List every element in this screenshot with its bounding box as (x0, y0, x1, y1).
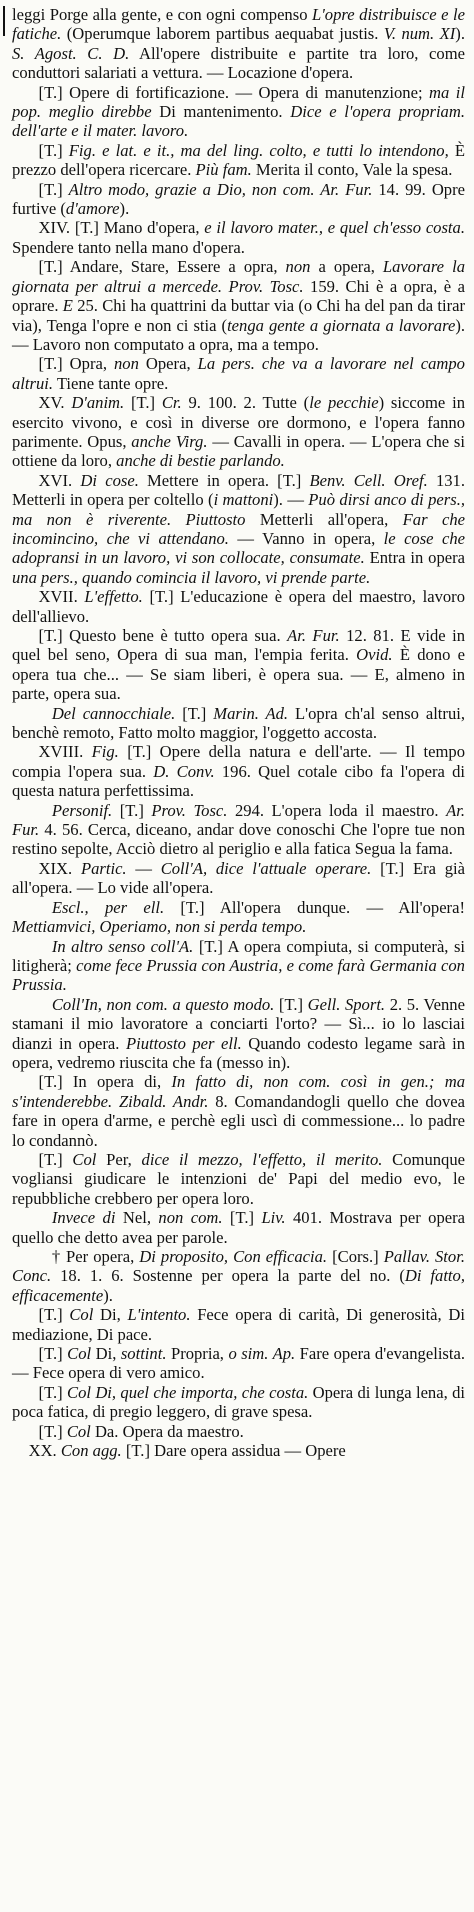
italic-run: Di fatto, efficacemente (12, 1266, 465, 1305)
text-run: † Per opera, (51, 1247, 140, 1266)
text-run: Entra in opera (364, 548, 466, 568)
text-run: Da. Opera da maestro. (90, 1421, 244, 1441)
text-run: Opera di lunga lena, di poca fatica, di pregio leggero, di grave spesa. (12, 1382, 465, 1422)
text-run: [T.] Era già all'opera. — Lo vide all'opera. (12, 858, 465, 898)
italic-run: Pallav. Stor. Conc. (12, 1247, 465, 1286)
italic-run: V. num. XI (383, 24, 456, 44)
text-run: ). (119, 199, 130, 219)
text-run: — Vanno in opera, (228, 528, 384, 548)
paragraph (12, 1305, 465, 1344)
italic-run: Ar. Fur. (12, 800, 466, 840)
italic-run: Coll'In, non com. a questo modo. (51, 994, 275, 1014)
italic-run: dice il mezzo, l'effetto, il merito. (141, 1149, 383, 1169)
italic-run: anche Virg. (131, 431, 208, 451)
italic-run: una pers., quando comincia il lavoro, vi prende parte. (12, 567, 371, 587)
text-run: Mettere in opera. [T.] (138, 470, 310, 490)
italic-run: E (62, 296, 73, 316)
text-run: Quando codesto legame sarà in opera, vedremo riuscita che fa (messo in). (12, 1033, 465, 1072)
text-run: [T.] Opere di fortificazione. — Opera di manutenzione; (38, 82, 430, 102)
text-run: [T.] Andare, Stare, Essere a opra, (38, 257, 286, 277)
italic-run: Col (72, 1149, 97, 1169)
text-run: [T.] (38, 1382, 67, 1402)
italic-run: Escl., per ell. (51, 897, 165, 917)
italic-run: Fig. (91, 742, 119, 762)
text-run: Opera, (138, 354, 198, 374)
paragraph (12, 801, 465, 859)
italic-run: tenga gente a giornata a lavorare (227, 315, 456, 335)
italic-run: non com. (158, 1208, 223, 1228)
italic-run: Invece di (51, 1208, 116, 1228)
text-run: [T.] L'educazione è opera del maestro, lavoro dell'allievo. (12, 587, 465, 626)
text-run: [T.] Dare opera assidua — Opere (121, 1441, 346, 1461)
text-run: 14. 99. Opre furtive ( (12, 179, 465, 219)
text-run: [T.] (38, 1421, 67, 1441)
text-run: [Cors.] (327, 1247, 384, 1266)
paragraph (12, 141, 465, 180)
text-run: Nel, (115, 1208, 159, 1228)
paragraph (12, 937, 465, 995)
italic-run: Cr. (161, 393, 182, 413)
italic-run: In fatto di, non com. così in gen.; ma s'intenderebbe. Zibald. Andr. (12, 1072, 465, 1111)
text-run: [T.] A opera compiuta, si computerà, si litigherà; (12, 936, 466, 975)
italic-run: Piuttosto per ell. (125, 1033, 242, 1053)
text-run: 9. 100. 2. Tutte ( (181, 393, 310, 413)
text-run: Di, (91, 1344, 121, 1364)
italic-run: Col (67, 1344, 92, 1364)
italic-run: non (114, 354, 139, 374)
text-run: XVIII. (38, 742, 92, 762)
paragraph (12, 180, 465, 219)
italic-run: Partic. (80, 858, 127, 878)
text-run: [T.] (274, 994, 308, 1014)
text-run: 12. 81. E vide in quel bel seno, Opera di sua man, l'empia ferita. (12, 626, 466, 665)
text-run: ) siccome in esercito vivono, e così in diverse ore dormono, e l'opera fanno parimente. Opus, (12, 393, 465, 451)
text-run: Metterli all'opera, (245, 509, 403, 529)
paragraph (12, 742, 465, 800)
text-run: ). (103, 1285, 113, 1305)
italic-run: Liv. (261, 1208, 286, 1228)
paragraph (12, 1208, 465, 1247)
text-run: [T.] (38, 1149, 73, 1169)
text-run: [T.] Opere della natura e dell'arte. — Il tempo compia l'opera sua. (12, 742, 465, 781)
text-run: Di, (93, 1305, 128, 1325)
italic-run: Di cose. (80, 470, 139, 490)
text-run: L'opra ch'al senso altrui, benchè remoto, Fatto molto maggior, l'oggetto accosta. (12, 703, 465, 743)
italic-run: Altro modo, grazie a Dio, non com. Ar. Fur. (68, 179, 373, 199)
italic-run: Del cannocchiale. (51, 703, 176, 723)
italic-run: i mattoni (213, 490, 274, 510)
italic-run: Col (69, 1305, 94, 1325)
italic-run: Benv. Cell. Oref. (309, 470, 428, 490)
paragraph (12, 704, 465, 743)
italic-run: non (285, 257, 311, 277)
italic-run: Col (66, 1421, 91, 1441)
text-run: XVI. (38, 470, 81, 490)
paragraph (12, 393, 465, 471)
paragraph (12, 1344, 465, 1383)
text-run: leggi Porge alla gente, e con ogni compenso (12, 5, 313, 24)
text-run: XIV. [T.] Mano d'opera, (38, 218, 205, 238)
text-run: 159. Chi è a opra, è a oprare. (12, 276, 465, 316)
paragraph (12, 1150, 465, 1208)
text-run: [T.] All'opera dunque. — All'opera! (164, 897, 465, 917)
italic-run: sottint. (120, 1344, 167, 1364)
text-run: 25. Chi ha quattrini da buttar via (o Chi ha del pan da tirar via), Tenga l'opre e non ci stia ( (12, 296, 465, 335)
text-run: — Cavalli in opera. — L'opera che si ottiene da loro, (12, 431, 465, 471)
text-run: 2. 5. Venne stamani il mio lavoratore a conciarti l'orto? — Sì... io lo lasciai dianzi in opera. (12, 994, 465, 1053)
paragraph (12, 587, 465, 626)
italic-run: Ovid. (356, 645, 393, 665)
text-run: 18. 1. 6. Sostenne per opera la parte del no. ( (51, 1266, 405, 1286)
italic-run: Può dirsi anco di pers., ma non è riverente. Piuttosto (12, 490, 465, 529)
paragraph (12, 995, 465, 1073)
text-run: [T.] (38, 179, 69, 199)
text-run: 4. 56. Cerca, diceano, andar dove conoschi Che l'opre tue non restino sepolte, Acciò dietro al periglio e alla fatica Segua la fama. (12, 820, 465, 859)
text-run: [T.] (38, 140, 69, 160)
text-run: È prezzo dell'opera ricercare. (12, 140, 465, 180)
italic-run: Col Di, quel che importa, che costa. (67, 1382, 309, 1402)
text-run: Fece opera di carità, Di generosità, Di mediazione, Di pace. (12, 1305, 465, 1344)
text-run: All'opere distribuite e partite tra loro, come conduttori salariati a vettura. — Locazione d'opera. (12, 43, 465, 83)
italic-run: Di proposito, Con efficacia. (139, 1247, 328, 1266)
italic-run: le pecchie (309, 393, 379, 413)
text-run: ). — (273, 490, 309, 510)
italic-run: S. Agost. C. D. (12, 43, 130, 63)
italic-run: In altro senso coll'A. (51, 936, 194, 956)
paragraph (12, 1441, 465, 1460)
text-run: Merita il conto, Vale la spesa. (251, 160, 453, 180)
paragraph (12, 257, 465, 354)
italic-run: D. Conv. (153, 761, 215, 781)
text-run: — (126, 858, 161, 878)
italic-run: e il lavoro mater., e quel ch'esso costa. (204, 218, 465, 238)
italic-run: D'anim. (71, 393, 125, 413)
text-run: [T.] Opra, (38, 354, 114, 374)
paragraph (12, 471, 465, 587)
paragraph (12, 83, 465, 141)
italic-run: Marin. Ad. (213, 703, 289, 723)
italic-run: L'effetto. (84, 587, 143, 607)
text-run: [T.] (38, 1344, 68, 1364)
text-run: Tiene tante opre. (53, 373, 169, 393)
paragraph (12, 1422, 465, 1441)
margin-rule (3, 6, 5, 36)
paragraph (12, 626, 465, 704)
paragraph (12, 5, 465, 83)
text-run: [T.] (222, 1208, 262, 1228)
text-run: XV. (38, 393, 72, 413)
paragraph (12, 218, 465, 257)
paragraph (12, 1072, 465, 1150)
paragraph (12, 1247, 465, 1305)
italic-run: Ar. Fur. (287, 626, 340, 645)
italic-run: o sim. Ap. (228, 1344, 296, 1364)
italic-run: Far che incomincino, che vi attendano. (12, 509, 465, 548)
text-run: 196. Quel cotale cibo fa l'opera di questa natura perfettissima. (12, 761, 465, 801)
paragraph (12, 859, 465, 898)
text-run: È dono e opera tua che... — Se siam liberi, è opera sua. — E, almeno in parte, opera sua. (12, 645, 465, 704)
text-run: [T.] (175, 703, 214, 723)
italic-run: Personif. (51, 800, 113, 820)
text-run: Fare opera d'evangelista. — Fece opera di vero amico. (12, 1344, 466, 1383)
text-run: Comunque vogliansi giudicare le intenzioni de' Papi del medio evo, le repubbliche crebbero per opera loro. (12, 1149, 465, 1208)
italic-run: Coll'A, dice l'attuale operare. (160, 858, 372, 878)
paragraph (12, 898, 465, 937)
text-run: Spendere tanto nella mano d'opera. (12, 237, 245, 257)
italic-run: Dice e l'opera propriam. dell'arte e il mater. lavoro. (12, 102, 465, 141)
text-run: Di mantenimento. (151, 102, 291, 122)
italic-run: come fece Prussia con Austria, e come farà Germania con Prussia. (12, 955, 465, 995)
italic-run: L'intento. (127, 1305, 191, 1325)
text-run: Per, (96, 1149, 142, 1169)
text-run: [T.] In opera di, (38, 1072, 172, 1092)
text-run: XX. (28, 1441, 61, 1461)
text-run: [T.] (112, 800, 152, 820)
italic-run: Lavorare la giornata per altrui a mercede. Prov. Tosc. (12, 257, 465, 296)
text-run: Propria, (166, 1344, 229, 1364)
text-run: [T.] Questo bene è tutto opera sua. (38, 626, 288, 645)
italic-run: Mettiamvici, Operiamo, non si perda tempo. (12, 917, 307, 937)
text-run: (Operumque laborem partibus aequabat justis. (61, 24, 384, 44)
paragraph (12, 1383, 465, 1422)
italic-run: anche di bestie parlando. (116, 451, 285, 471)
text-run: 294. L'opera loda il maestro. (227, 800, 447, 820)
italic-run: La pers. che va a lavorare nel campo altrui. (12, 354, 465, 393)
text-run: ). (455, 24, 465, 44)
italic-run: d'amore (65, 199, 120, 219)
text-run: a opera, (310, 257, 383, 277)
text-run: XIX. (38, 858, 81, 878)
text-run: 131. Metterli in opera per coltello ( (12, 470, 465, 510)
italic-run: ma il pop. meglio direbbe (12, 82, 465, 122)
italic-run: L'opre distribuisce e le fatiche. (12, 5, 465, 44)
text-run: [T.] (124, 393, 162, 413)
text-run: 8. Comandandogli quello che dovea fare in opera d'arme, e perchè egli uscì di commessione... lo padre lo condannò. (12, 1091, 465, 1150)
italic-run: Gell. Sport. (307, 994, 386, 1014)
text-run: ). — Lavoro non computato a opra, ma a tempo. (12, 315, 465, 354)
paragraph (12, 354, 465, 393)
italic-run: Con agg. (60, 1441, 122, 1461)
text-run: [T.] (38, 1305, 70, 1325)
italic-run: Fig. e lat. e it., ma del ling. colto, e tutti lo intendono, (68, 140, 449, 160)
text-run: XVII. (38, 587, 85, 607)
text-run: 401. Mostrava per opera quello che detto avea per parole. (12, 1208, 466, 1247)
italic-run: Più fam. (195, 160, 252, 180)
italic-run: Prov. Tosc. (151, 800, 228, 820)
italic-run: le cose che adopransi in un lavoro, vi son collocate, consumate. (12, 528, 465, 568)
